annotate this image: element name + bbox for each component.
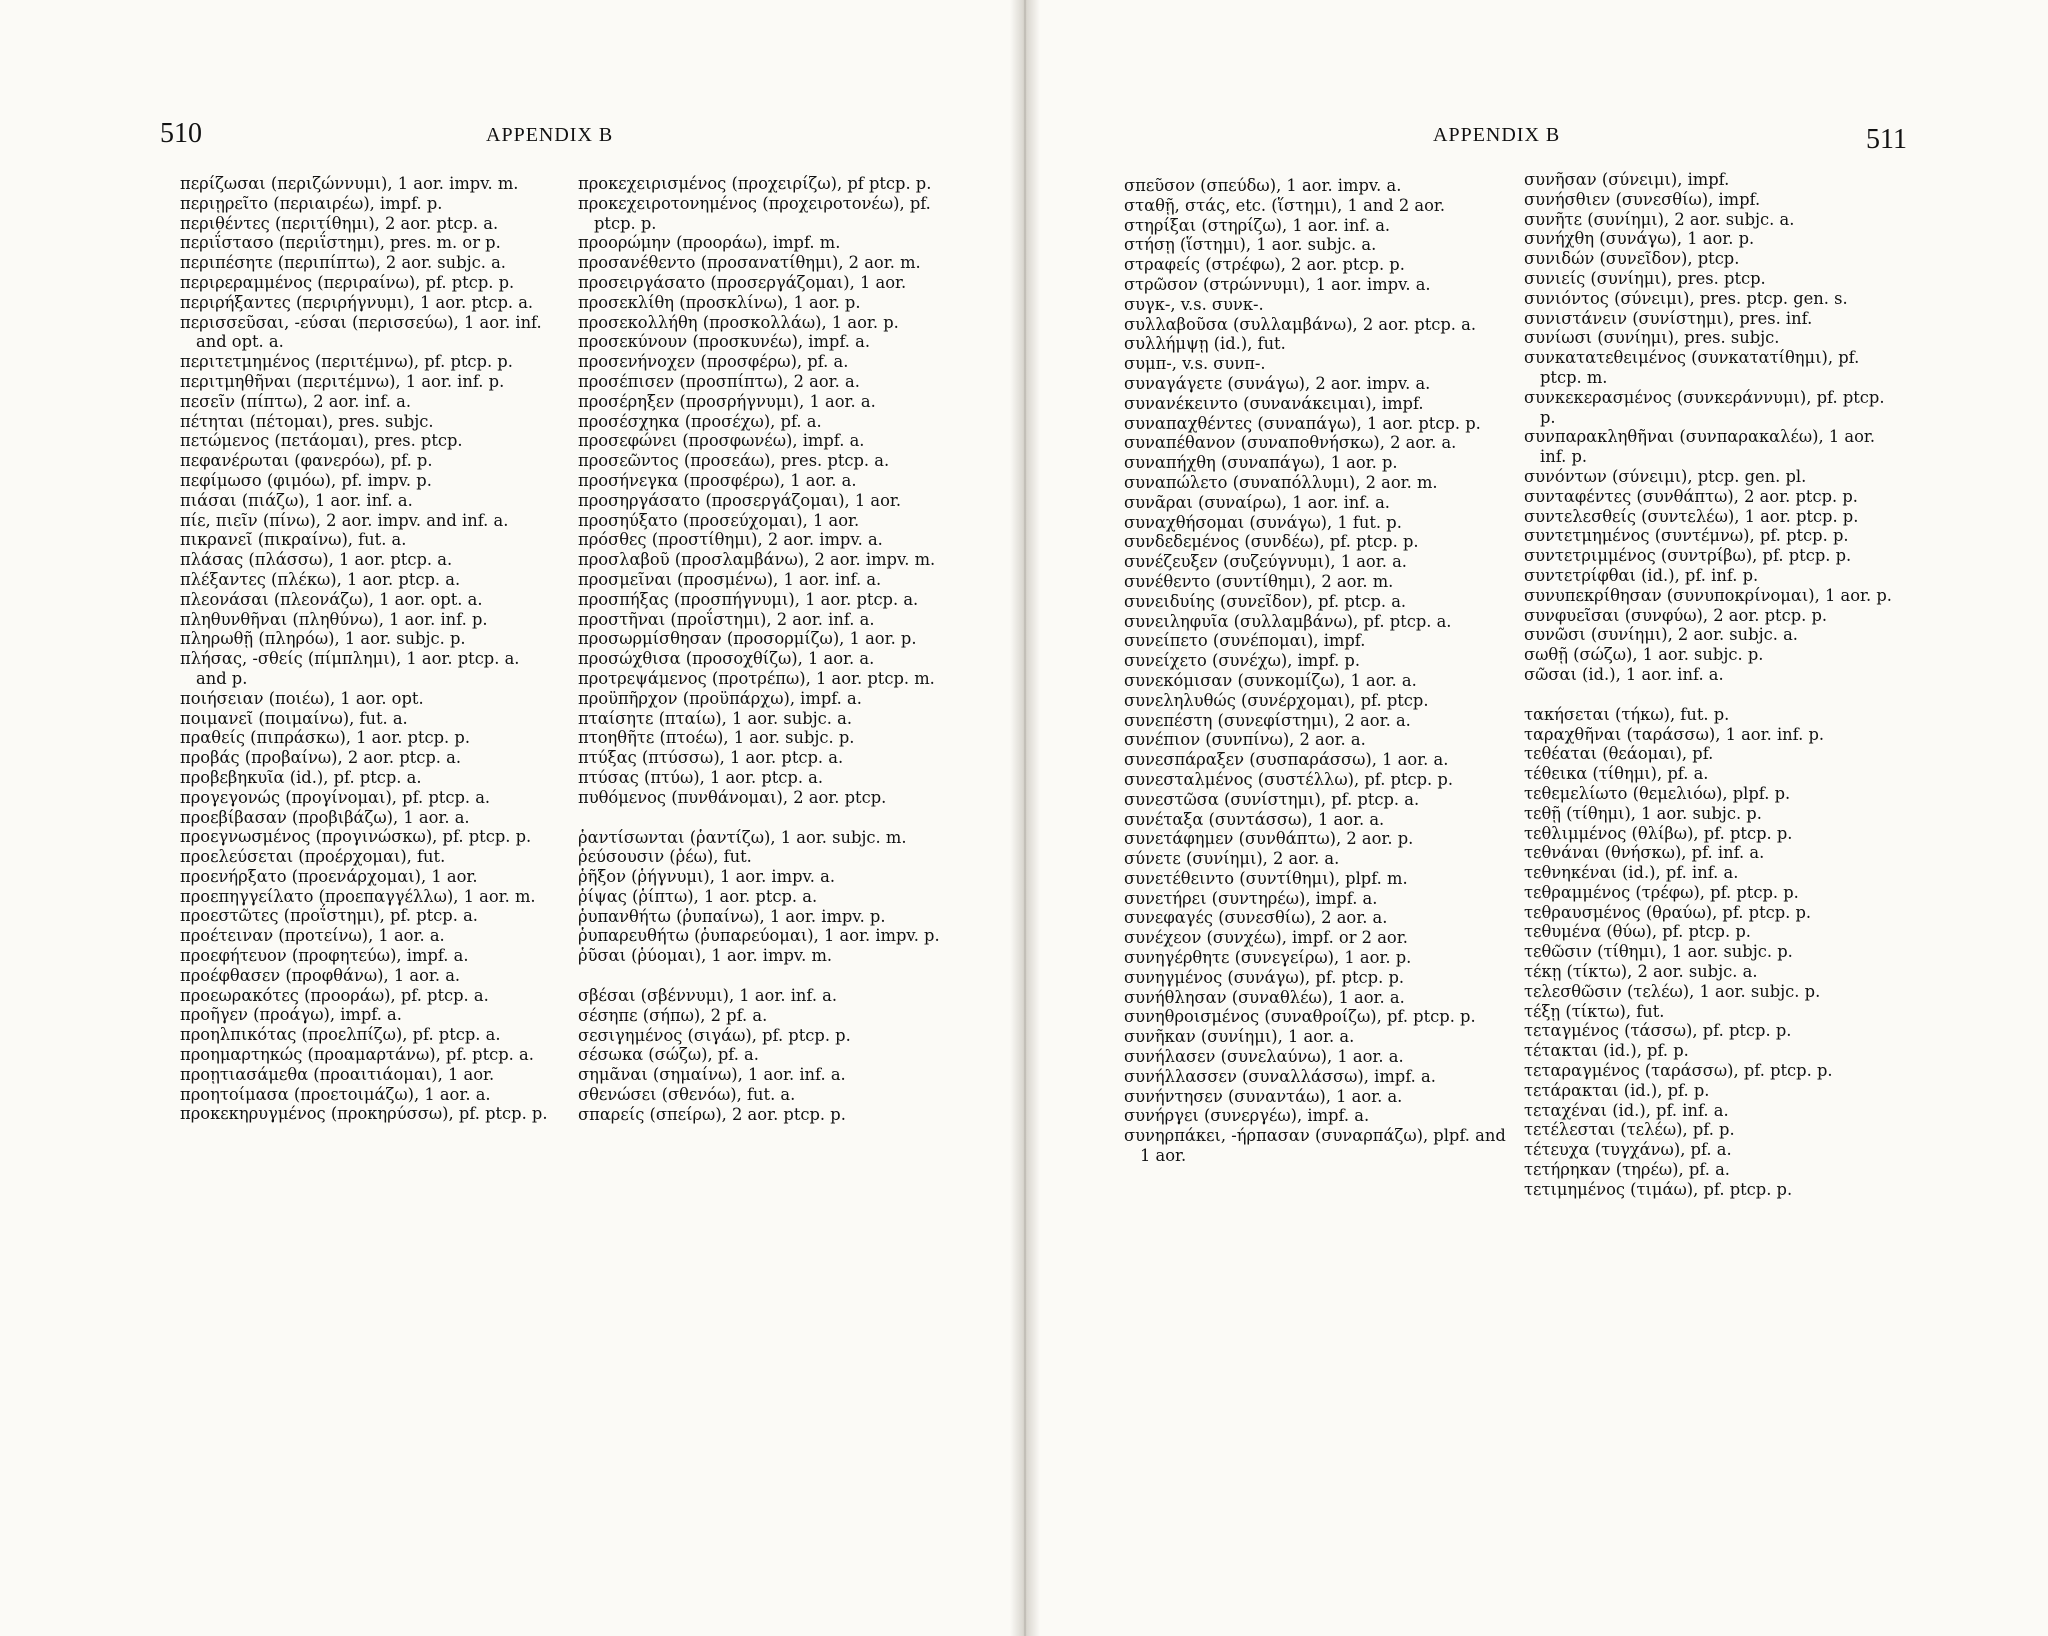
- dictionary-entry: προεφήτευον (προφητεύω), impf. a.: [180, 946, 469, 966]
- dictionary-entry: συνκεκερασμένος (συνκεράννυμι), pf. ptcp. p.: [1524, 387, 1885, 427]
- dictionary-entry: περιΐστασο (περιΐστημι), pres. m. or p.: [180, 233, 501, 253]
- dictionary-entry: προγεγονώς (προγίνομαι), pf. ptcp. a.: [180, 787, 491, 807]
- dictionary-entry: συνηρπάκει, -ήρπασαν (συναρπάζω), plpf. and 1 aor.: [1124, 1126, 1506, 1166]
- page-number-left: 510: [160, 118, 202, 149]
- dictionary-entry: προσλαβοῦ (προσλαμβάνω), 2 aor. impv. m.: [578, 550, 936, 570]
- dictionary-entry: πταίσητε (πταίω), 1 aor. subjc. a.: [578, 708, 853, 728]
- running-head-right: APPENDIX B: [1433, 124, 1561, 146]
- dictionary-entry: πεφανέρωται (φανερόω), pf. p.: [180, 451, 433, 471]
- dictionary-entry: συνήντησεν (συναντάω), 1 aor. a.: [1124, 1086, 1403, 1106]
- dictionary-entry: συνεπέστη (συνεφίστημι), 2 aor. a.: [1124, 710, 1411, 730]
- dictionary-entry: πιάσαι (πιάζω), 1 aor. inf. a.: [180, 490, 413, 510]
- dictionary-entry: τεθλιμμένος (θλίβω), pf. ptcp. p.: [1524, 823, 1793, 843]
- dictionary-entry: στραφείς (στρέφω), 2 aor. ptcp. p.: [1124, 255, 1405, 275]
- dictionary-entry: προσώχθισα (προσοχθίζω), 1 aor. a.: [578, 649, 875, 669]
- dictionary-entry: συνηθροισμένος (συναθροίζω), pf. ptcp. p.: [1124, 1007, 1476, 1027]
- dictionary-entry: προσηργάσατο (προσεργάζομαι), 1 aor.: [578, 490, 902, 510]
- section-gap: [1524, 685, 1904, 705]
- dictionary-entry: προσεκύνουν (προσκυνέω), impf. a.: [578, 332, 871, 352]
- dictionary-entry: προσηύξατο (προσεύχομαι), 1 aor.: [578, 510, 860, 530]
- dictionary-entry: συνταφέντες (συνθάπτω), 2 aor. ptcp. p.: [1524, 486, 1858, 506]
- dictionary-entry: συνέζευξεν (συζεύγνυμι), 1 aor. a.: [1124, 552, 1407, 572]
- dictionary-entry: πληθυνθῆναι (πληθύνω), 1 aor. inf. p.: [180, 609, 488, 629]
- left-column-1: [180, 174, 552, 1124]
- dictionary-entry: πλεονάσαι (πλεονάζω), 1 aor. opt. a.: [180, 589, 483, 609]
- dictionary-entry: σεσιγημένος (σιγάω), pf. ptcp. p.: [578, 1025, 851, 1045]
- dictionary-entry: περιτετμημένος (περιτέμνω), pf. ptcp. p.: [180, 352, 513, 372]
- dictionary-entry: τακήσεται (τήκω), fut. p.: [1524, 704, 1730, 724]
- dictionary-entry: προεβίβασαν (προβιβάζω), 1 aor. a.: [180, 807, 470, 827]
- dictionary-entry: σπαρείς (σπείρω), 2 aor. ptcp. p.: [578, 1104, 846, 1124]
- dictionary-entry: συνῆκαν (συνίημι), 1 aor. a.: [1124, 1027, 1355, 1047]
- dictionary-entry: συντετριμμένος (συντρίβω), pf. ptcp. p.: [1524, 546, 1852, 566]
- dictionary-entry: συντετμημένος (συντέμνω), pf. ptcp. p.: [1524, 526, 1849, 546]
- dictionary-entry: τεθραμμένος (τρέφω), pf. ptcp. p.: [1524, 882, 1799, 902]
- dictionary-entry: σημᾶναι (σημαίνω), 1 aor. inf. a.: [578, 1065, 846, 1085]
- dictionary-entry: προσενήνοχεν (προσφέρω), pf. a.: [578, 352, 849, 372]
- dictionary-entry: προτρεψάμενος (προτρέπω), 1 aor. ptcp. m.: [578, 668, 935, 688]
- dictionary-entry: προσέπισεν (προσπίπτω), 2 aor. a.: [578, 371, 860, 391]
- dictionary-entry: τεθνηκέναι (id.), pf. inf. a.: [1524, 863, 1739, 883]
- dictionary-entry: στηρίξαι (στηρίζω), 1 aor. inf. a.: [1124, 215, 1391, 235]
- dictionary-entry: προῆγεν (προάγω), impf. a.: [180, 1005, 402, 1025]
- dictionary-entry: συναπαχθέντες (συναπάγω), 1 aor. ptcp. p.: [1124, 413, 1481, 433]
- dictionary-entry: προσεκλίθη (προσκλίνω), 1 aor. p.: [578, 292, 861, 312]
- dictionary-entry: συνιείς (συνίημι), pres. ptcp.: [1524, 268, 1766, 288]
- dictionary-entry: συνεφαγές (συνεσθίω), 2 aor. a.: [1124, 908, 1388, 928]
- dictionary-entry: συναπέθανον (συναποθνήσκω), 2 aor. a.: [1124, 433, 1457, 453]
- dictionary-entry: σταθῇ, στάς, etc. (ἵστημι), 1 and 2 aor.: [1124, 195, 1446, 215]
- dictionary-entry: συνέχεον (συνχέω), impf. or 2 aor.: [1124, 928, 1408, 948]
- dictionary-entry: συνιόντος (σύνειμι), pres. ptcp. gen. s.: [1524, 288, 1848, 308]
- dictionary-entry: συνιδών (συνεῖδον), ptcp.: [1524, 249, 1740, 269]
- dictionary-entry: συνεσταλμένος (συστέλλω), pf. ptcp. p.: [1124, 769, 1453, 789]
- section-gap: [578, 966, 944, 986]
- dictionary-entry: προεπηγγείλατο (προεπαγγέλλω), 1 aor. m.: [180, 886, 536, 906]
- dictionary-entry: συνήθλησαν (συναθλέω), 1 aor. a.: [1124, 987, 1405, 1007]
- dictionary-entry: πλέξαντες (πλέκω), 1 aor. ptcp. a.: [180, 569, 461, 589]
- dictionary-entry: τεθῇ (τίθημι), 1 aor. subjc. p.: [1524, 803, 1762, 823]
- dictionary-entry: προκεχειρισμένος (προχειρίζω), pf ptcp. p.: [578, 174, 932, 193]
- dictionary-entry: ῥαντίσωνται (ῥαντίζω), 1 aor. subjc. m.: [578, 827, 907, 847]
- dictionary-entry: πίε, πιεῖν (πίνω), 2 aor. impv. and inf. a.: [180, 510, 509, 530]
- dictionary-entry: προβάς (προβαίνω), 2 aor. ptcp. a.: [180, 748, 461, 768]
- dictionary-entry: τεταχέναι (id.), pf. inf. a.: [1524, 1100, 1729, 1120]
- dictionary-entry: προεγνωσμένος (προγινώσκω), pf. ptcp. p.: [180, 827, 532, 847]
- dictionary-entry: συγκ-, v.s. συνκ-.: [1124, 294, 1264, 314]
- dictionary-entry: τελεσθῶσιν (τελέω), 1 aor. subjc. p.: [1524, 981, 1821, 1001]
- dictionary-entry: πτοηθῆτε (πτοέω), 1 aor. subjc. p.: [578, 728, 855, 748]
- dictionary-entry: συνείπετο (συνέπομαι), impf.: [1124, 631, 1366, 651]
- dictionary-entry: τέτευχα (τυγχάνω), pf. a.: [1524, 1140, 1732, 1160]
- dictionary-entry: συνήργει (συνεργέω), impf. a.: [1124, 1106, 1370, 1126]
- dictionary-entry: προεστῶτες (προΐστημι), pf. ptcp. a.: [180, 906, 478, 926]
- dictionary-entry: σύνετε (συνίημι), 2 aor. a.: [1124, 849, 1340, 869]
- dictionary-entry: σέσωκα (σώζω), pf. a.: [578, 1045, 759, 1065]
- dictionary-entry: συνῆσαν (σύνειμι), impf.: [1524, 170, 1730, 189]
- dictionary-entry: συναχθήσομαι (συνάγω), 1 fut. p.: [1124, 512, 1402, 532]
- dictionary-entry: πτύσας (πτύω), 1 aor. ptcp. a.: [578, 767, 824, 787]
- dictionary-entry: πυθόμενος (πυνθάνομαι), 2 aor. ptcp.: [578, 787, 887, 807]
- right-page: [1024, 0, 2048, 1636]
- dictionary-entry: προσήνεγκα (προσφέρω), 1 aor. a.: [578, 470, 857, 490]
- dictionary-entry: προβεβηκυῖα (id.), pf. ptcp. a.: [180, 767, 422, 787]
- dictionary-entry: τέξῃ (τίκτω), fut.: [1524, 1001, 1665, 1021]
- dictionary-entry: ῥίψας (ῥίπτω), 1 aor. ptcp. a.: [578, 886, 818, 906]
- dictionary-entry: συναγάγετε (συνάγω), 2 aor. impv. a.: [1124, 373, 1431, 393]
- dictionary-entry: προέφθασεν (προφθάνω), 1 aor. a.: [180, 965, 461, 985]
- dictionary-entry: προελεύσεται (προέρχομαι), fut.: [180, 847, 446, 867]
- dictionary-entry: συνφυεῖσαι (συνφύω), 2 aor. ptcp. p.: [1524, 605, 1828, 625]
- dictionary-entry: τεθῶσιν (τίθημι), 1 aor. subjc. p.: [1524, 942, 1793, 962]
- dictionary-entry: ῥῦσαι (ῥύομαι), 1 aor. impv. m.: [578, 946, 833, 966]
- dictionary-entry: συνῆτε (συνίημι), 2 aor. subjc. a.: [1524, 209, 1795, 229]
- dictionary-entry: περιῃρεῖτο (περιαιρέω), impf. p.: [180, 193, 443, 213]
- dictionary-entry: συνετήρει (συντηρέω), impf. a.: [1124, 888, 1378, 908]
- dictionary-entry: συνήλλασσεν (συναλλάσσω), impf. a.: [1124, 1066, 1436, 1086]
- dictionary-entry: ταραχθῆναι (ταράσσω), 1 aor. inf. p.: [1524, 724, 1825, 744]
- dictionary-entry: συνετέθειντο (συντίθημι), plpf. m.: [1124, 868, 1408, 888]
- dictionary-entry: συνήχθη (συνάγω), 1 aor. p.: [1524, 229, 1755, 249]
- dictionary-entry: προῃτιασάμεθα (προαιτιάομαι), 1 aor.: [180, 1064, 495, 1084]
- dictionary-entry: συνίωσι (συνίημι), pres. subjc.: [1524, 328, 1780, 348]
- dictionary-entry: τετέλεσται (τελέω), pf. p.: [1524, 1120, 1735, 1140]
- dictionary-entry: συνετάφημεν (συνθάπτω), 2 aor. p.: [1124, 829, 1414, 849]
- dictionary-entry: σέσηπε (σήπω), 2 pf. a.: [578, 1005, 768, 1025]
- dictionary-entry: συνηγέρθητε (συνεγείρω), 1 aor. p.: [1124, 948, 1412, 968]
- dictionary-entry: στρῶσον (στρώννυμι), 1 aor. impv. a.: [1124, 274, 1431, 294]
- dictionary-entry: προσειργάσατο (προσεργάζομαι), 1 aor.: [578, 272, 907, 292]
- dictionary-entry: τετιμημένος (τιμάω), pf. ptcp. p.: [1524, 1179, 1793, 1199]
- dictionary-entry: τεταγμένος (τάσσω), pf. ptcp. p.: [1524, 1021, 1792, 1041]
- dictionary-entry: προέτειναν (προτείνω), 1 aor. a.: [180, 926, 445, 946]
- dictionary-entry: συνιστάνειν (συνίστημι), pres. inf.: [1524, 308, 1813, 328]
- dictionary-entry: τεταραγμένος (ταράσσω), pf. ptcp. p.: [1524, 1061, 1833, 1081]
- dictionary-entry: πληρωθῇ (πληρόω), 1 aor. subjc. p.: [180, 629, 466, 649]
- dictionary-entry: συνεκόμισαν (συνκομίζω), 1 aor. a.: [1124, 670, 1417, 690]
- dictionary-entry: προσεῶντος (προσεάω), pres. ptcp. a.: [578, 451, 890, 471]
- dictionary-entry: προκεκηρυγμένος (προκηρύσσω), pf. ptcp. p.: [180, 1104, 548, 1124]
- dictionary-entry: συνανέκειντο (συνανάκειμαι), impf.: [1124, 393, 1424, 413]
- dictionary-entry: συνέπιον (συνπίνω), 2 aor. a.: [1124, 730, 1366, 750]
- left-column-2: [578, 174, 944, 1125]
- dictionary-entry: ῥυπαρευθήτω (ῥυπαρεύομαι), 1 aor. impv. p.: [578, 926, 940, 946]
- dictionary-entry: ῥυπανθήτω (ῥυπαίνω), 1 aor. impv. p.: [578, 906, 886, 926]
- dictionary-entry: προϋπῆρχον (προϋπάρχω), impf. a.: [578, 688, 862, 708]
- dictionary-entry: προσεκολλήθη (προσκολλάω), 1 aor. p.: [578, 312, 899, 332]
- dictionary-entry: τεθυμένα (θύω), pf. ptcp. p.: [1524, 922, 1751, 942]
- dictionary-entry: συνήσθιεν (συνεσθίω), impf.: [1524, 189, 1761, 209]
- dictionary-entry: συναπώλετο (συναπόλλυμι), 2 aor. m.: [1124, 472, 1438, 492]
- dictionary-entry: πλήσας, -σθείς (πίμπλημι), 1 aor. ptcp. a. and p.: [180, 649, 520, 688]
- dictionary-entry: τέθεικα (τίθημι), pf. a.: [1524, 764, 1709, 784]
- dictionary-entry: προενήρξατο (προενάρχομαι), 1 aor.: [180, 866, 478, 886]
- dictionary-entry: προορώμην (προοράω), impf. m.: [578, 233, 841, 253]
- dictionary-entry: προσέρηξεν (προσρήγνυμι), 1 aor. a.: [578, 391, 876, 411]
- dictionary-entry: σωθῇ (σώζω), 1 aor. subjc. p.: [1524, 645, 1764, 665]
- dictionary-entry: τέκῃ (τίκτω), 2 aor. subjc. a.: [1524, 962, 1758, 982]
- dictionary-entry: πραθείς (πιπράσκω), 1 aor. ptcp. p.: [180, 728, 470, 748]
- dictionary-entry: σῶσαι (id.), 1 aor. inf. a.: [1524, 664, 1724, 684]
- dictionary-entry: περιπέσητε (περιπίπτω), 2 aor. subjc. a.: [180, 253, 506, 273]
- dictionary-entry: συνκατατεθειμένος (συνκατατίθημι), pf. ptcp. m.: [1524, 348, 1860, 387]
- dictionary-entry: στήσῃ (ἵστημι), 1 aor. subjc. a.: [1124, 235, 1377, 255]
- dictionary-entry: πτύξας (πτύσσω), 1 aor. ptcp. a.: [578, 748, 844, 768]
- dictionary-entry: πρόσθες (προστίθημι), 2 aor. impv. a.: [578, 530, 883, 550]
- dictionary-entry: συνυπεκρίθησαν (συνυποκρίνομαι), 1 aor. p.: [1524, 585, 1892, 605]
- dictionary-entry: προστῆναι (προΐστημι), 2 aor. inf. a.: [578, 609, 875, 629]
- dictionary-entry: συνέταξα (συντάσσω), 1 aor. a.: [1124, 809, 1385, 829]
- dictionary-entry: τεθνάναι (θνήσκω), pf. inf. a.: [1524, 843, 1765, 863]
- dictionary-entry: συντετρίφθαι (id.), pf. inf. p.: [1524, 565, 1759, 585]
- dictionary-entry: συλλήμψῃ (id.), fut.: [1124, 334, 1286, 354]
- dictionary-entry: προσπήξας (προσπήγνυμι), 1 aor. ptcp. a.: [578, 589, 919, 609]
- dictionary-entry: συνείχετο (συνέχω), impf. p.: [1124, 651, 1361, 671]
- dictionary-entry: προηλπικότας (προελπίζω), pf. ptcp. a.: [180, 1025, 501, 1045]
- dictionary-entry: περισσεῦσαι, -εύσαι (περισσεύω), 1 aor. inf. and opt. a.: [180, 312, 542, 352]
- dictionary-entry: τεθεμελίωτο (θεμελιόω), plpf. p.: [1524, 783, 1791, 803]
- dictionary-entry: περιθέντες (περιτίθημι), 2 aor. ptcp. a.: [180, 213, 499, 233]
- dictionary-entry: προσανέθεντο (προσανατίθημι), 2 aor. m.: [578, 253, 921, 273]
- dictionary-entry: σπεῦσον (σπεύδω), 1 aor. impv. a.: [1124, 176, 1402, 195]
- section-gap: [578, 808, 944, 828]
- dictionary-entry: προσεφώνει (προσφωνέω), impf. a.: [578, 431, 865, 451]
- dictionary-entry: πεφίμωσο (φιμόω), pf. impv. p.: [180, 470, 432, 490]
- dictionary-entry: συναπήχθη (συναπάγω), 1 aor. p.: [1124, 453, 1398, 473]
- dictionary-entry: προκεχειροτονημένος (προχειροτονέω), pf. ptcp. p.: [578, 193, 931, 233]
- dictionary-entry: προσμεῖναι (προσμένω), 1 aor. inf. a.: [578, 569, 882, 589]
- dictionary-entry: ῥῆξον (ῥήγνυμι), 1 aor. impv. a.: [578, 867, 835, 887]
- running-head-left: APPENDIX B: [486, 124, 614, 146]
- dictionary-entry: ποιμανεῖ (ποιμαίνω), fut. a.: [180, 708, 408, 728]
- dictionary-entry: συνήλασεν (συνελαύνω), 1 aor. a.: [1124, 1047, 1404, 1067]
- dictionary-entry: συνπαρακληθῆναι (συνπαρακαλέω), 1 aor. inf. p.: [1524, 427, 1876, 467]
- dictionary-entry: συνδεδεμένος (συνδέω), pf. ptcp. p.: [1124, 532, 1419, 552]
- page-number-right: 511: [1866, 124, 1907, 155]
- dictionary-entry: τετήρηκαν (τηρέω), pf. a.: [1524, 1160, 1730, 1180]
- dictionary-entry: πέτηται (πέτομαι), pres. subjc.: [180, 411, 434, 431]
- dictionary-entry: πετώμενος (πετάομαι), pres. ptcp.: [180, 431, 463, 451]
- dictionary-entry: περιρήξαντες (περιρήγνυμι), 1 aor. ptcp. a.: [180, 292, 534, 312]
- dictionary-entry: συνειληφυῖα (συλλαμβάνω), pf. ptcp. a.: [1124, 611, 1452, 631]
- book-gutter: [1010, 0, 1040, 1636]
- dictionary-entry: προητοίμασα (προετοιμάζω), 1 aor. a.: [180, 1084, 491, 1104]
- dictionary-entry: τεθέαται (θεάομαι), pf.: [1524, 744, 1714, 764]
- dictionary-entry: συνόντων (σύνειμι), ptcp. gen. pl.: [1524, 466, 1807, 486]
- dictionary-entry: τετάρακται (id.), pf. p.: [1524, 1080, 1710, 1100]
- dictionary-entry: ποιήσειαν (ποιέω), 1 aor. opt.: [180, 688, 424, 708]
- dictionary-entry: συνηγμένος (συνάγω), pf. ptcp. p.: [1124, 967, 1405, 987]
- dictionary-entry: συμπ-, v.s. συνπ-.: [1124, 354, 1266, 374]
- dictionary-entry: πεσεῖν (πίπτω), 2 aor. inf. a.: [180, 391, 412, 411]
- dictionary-entry: συνῶσι (συνίημι), 2 aor. subjc. a.: [1524, 625, 1798, 645]
- right-column-1: [1124, 176, 1516, 1166]
- dictionary-entry: προεωρακότες (προοράω), pf. ptcp. a.: [180, 985, 489, 1005]
- dictionary-entry: συνέθεντο (συντίθημι), 2 aor. m.: [1124, 571, 1394, 591]
- dictionary-entry: προημαρτηκώς (προαμαρτάνω), pf. ptcp. a.: [180, 1045, 534, 1065]
- dictionary-entry: ῥεύσουσιν (ῥέω), fut.: [578, 847, 752, 867]
- dictionary-entry: πλάσας (πλάσσω), 1 aor. ptcp. a.: [180, 550, 453, 570]
- dictionary-entry: προσωρμίσθησαν (προσορμίζω), 1 aor. p.: [578, 629, 917, 649]
- dictionary-entry: συνεσπάραξεν (συσπαράσσω), 1 aor. a.: [1124, 750, 1449, 770]
- dictionary-entry: πικρανεῖ (πικραίνω), fut. a.: [180, 530, 407, 550]
- dictionary-entry: σθενώσει (σθενόω), fut. a.: [578, 1085, 796, 1105]
- dictionary-entry: σβέσαι (σβέννυμι), 1 aor. inf. a.: [578, 986, 838, 1006]
- dictionary-entry: περίζωσαι (περιζώννυμι), 1 aor. impv. m.: [180, 174, 519, 193]
- dictionary-entry: συνεληλυθώς (συνέρχομαι), pf. ptcp.: [1124, 690, 1429, 710]
- dictionary-entry: προσέσχηκα (προσέχω), pf. a.: [578, 411, 822, 431]
- dictionary-entry: περιτμηθῆναι (περιτέμνω), 1 aor. inf. p.: [180, 371, 505, 391]
- right-column-2: [1524, 170, 1904, 1200]
- dictionary-entry: συνᾶραι (συναίρω), 1 aor. inf. a.: [1124, 492, 1390, 512]
- dictionary-entry: τεθραυσμένος (θραύω), pf. ptcp. p.: [1524, 902, 1812, 922]
- dictionary-entry: συντελεσθείς (συντελέω), 1 aor. ptcp. p.: [1524, 506, 1859, 526]
- dictionary-entry: τέτακται (id.), pf. p.: [1524, 1041, 1689, 1061]
- dictionary-entry: συνεστῶσα (συνίστημι), pf. ptcp. a.: [1124, 789, 1420, 809]
- dictionary-entry: περιρεραμμένος (περιραίνω), pf. ptcp. p.: [180, 272, 515, 292]
- dictionary-entry: συνειδυίης (συνεῖδον), pf. ptcp. a.: [1124, 591, 1407, 611]
- dictionary-entry: συλλαβοῦσα (συλλαμβάνω), 2 aor. ptcp. a.: [1124, 314, 1477, 334]
